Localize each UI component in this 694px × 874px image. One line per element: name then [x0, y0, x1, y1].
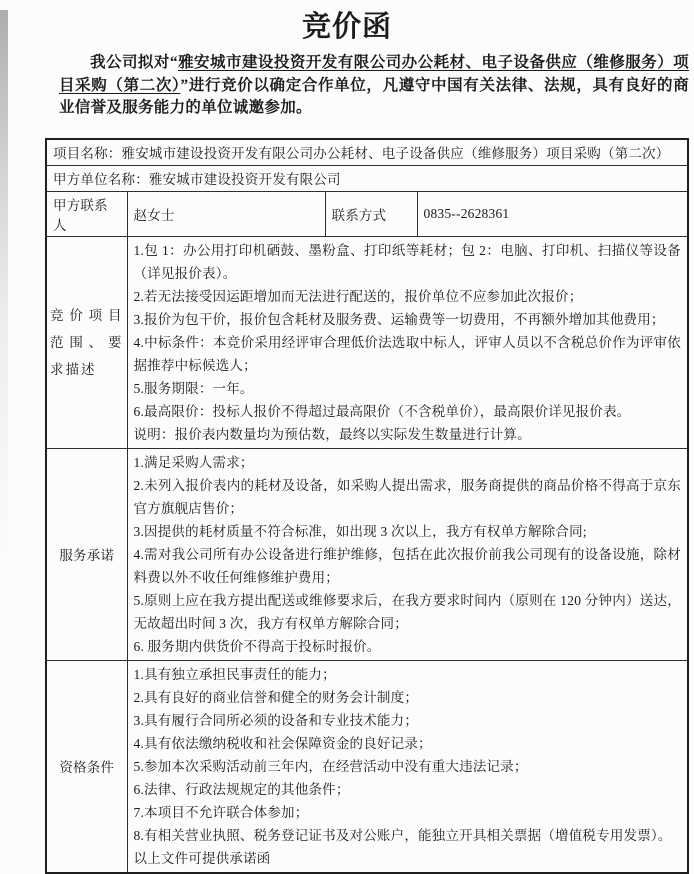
buyer-name-row — [46, 165, 688, 191]
buyer-name-cell: 甲方单位名称：雅安城市建设投资开发有限公司 — [46, 165, 688, 191]
scope-row — [46, 236, 688, 448]
qualification-item: 4.具有依法缴纳税收和社会保障资金的良好记录； — [133, 735, 432, 751]
service-item: 1.满足采购人需求； — [133, 454, 254, 470]
qualification-content-cell — [127, 660, 688, 873]
contact-row — [46, 191, 688, 236]
scanned-document-page — [0, 10, 694, 874]
intro-tail: ”进行竞价以确定合作单位，凡遵守中国有关法律、法规，具有良好的商业信誉及服务能力的单位诚邀参加。 — [59, 76, 689, 116]
service-item: 6. 服务期内供货价不得高于投标时报价。 — [133, 638, 381, 654]
qualification-item: 1.具有独立承担民事责任的能力； — [133, 666, 336, 682]
scope-content-cell — [127, 236, 688, 448]
phone-label-cell: 联系方式 — [325, 191, 417, 236]
service-item: 4.需对我公司所有办公设备进行维护维修，包括在此次报价前我公司现有的设备设施，除材料费以外不收任何维修维护费用； — [133, 546, 681, 585]
qualification-label-cell: 资格条件 — [46, 660, 127, 873]
scope-item: 3.报价为包干价，报价包含耗材及服务费、运输费等一切费用，不再额外增加其他费用； — [133, 311, 665, 327]
service-row — [46, 448, 688, 660]
qualification-row — [46, 660, 688, 873]
scope-item: 5.服务期限：一年。 — [133, 380, 254, 396]
scope-item: 1.包 1：办公用打印机硒鼓、墨粉盒、打印纸等耗材；包 2：电脑、打印机、扫描仪等设备（详见报价表）。 — [133, 242, 681, 281]
bid-info-table — [45, 138, 689, 874]
contact-label-cell: 甲方联系人 — [46, 191, 127, 236]
qualification-item: 3.具有履行合同所必须的设备和专业技术能力； — [133, 712, 419, 728]
intro-lead: 我公司拟对“ — [90, 54, 178, 71]
scope-item: 2.若无法接受因运距增加而无法进行配送的，报价单位不应参加此次报价； — [133, 288, 583, 304]
phone-number-cell: 0835--2628361 — [417, 191, 688, 236]
project-name-underlined: 雅安城市建设投资开发有限公司办公耗材、电子设备供应（维修服务）项目采购（第二次） — [59, 54, 689, 94]
scope-label-cell: 竞价项目范围、要求描述 — [46, 236, 127, 448]
service-item: 3.因提供的耗材质量不符合标准，如出现 3 次以上，我方有权单方解除合同; — [133, 523, 587, 539]
qualification-item: 5.参加本次采购活动前三年内，在经营活动中没有重大违法记录； — [133, 758, 528, 774]
scope-item: 说明：报价表内数量均为预估数，最终以实际发生数量进行计算。 — [133, 426, 531, 442]
service-label-cell: 服务承诺 — [46, 448, 127, 660]
qualification-item: 2.具有良好的商业信誉和健全的财务会计制度； — [133, 689, 419, 705]
scan-artifact — [0, 10, 8, 570]
qualification-item: 8.有相关营业执照、税务登记证书及对公账户，能独立开具相关票据（增值税专用发票）。 — [133, 827, 672, 843]
qualification-item: 以上文件可提供承诺函 — [133, 850, 271, 866]
contact-name-cell: 赵女士 — [127, 191, 325, 236]
service-content-cell — [127, 448, 688, 660]
service-item: 5.原则上应在我方提出配送或维修要求后，在我方要求时间内（原则在 120 分钟内）送达，无故超出时间 3 次，我方有权单方解除合同； — [133, 592, 681, 631]
service-item: 2.未列入报价表内的耗材及设备，如采购人提出需求，服务商提供的商品价格不得高于京东官方旗舰店售价； — [133, 477, 681, 516]
project-name-row — [46, 139, 688, 166]
scope-item: 4.中标条件：本竞价采用经评审合理低价法选取中标人，评审人员以不含税总价作为评审依据推荐中标候选人； — [133, 334, 681, 373]
intro-paragraph — [59, 52, 689, 120]
qualification-item: 6.法律、行政法规规定的其他条件； — [133, 781, 350, 797]
project-name-cell: 项目名称：雅安城市建设投资开发有限公司办公耗材、电子设备供应（维修服务）项目采购（第二次） — [46, 139, 688, 166]
qualification-item: 7.本项目不允许联合体参加； — [133, 804, 309, 820]
scope-item: 6.最高限价：投标人报价不得超过最高限价（不含税单价），最高限价详见报价表。 — [133, 403, 631, 419]
page-title: 竞价函 — [301, 11, 392, 43]
